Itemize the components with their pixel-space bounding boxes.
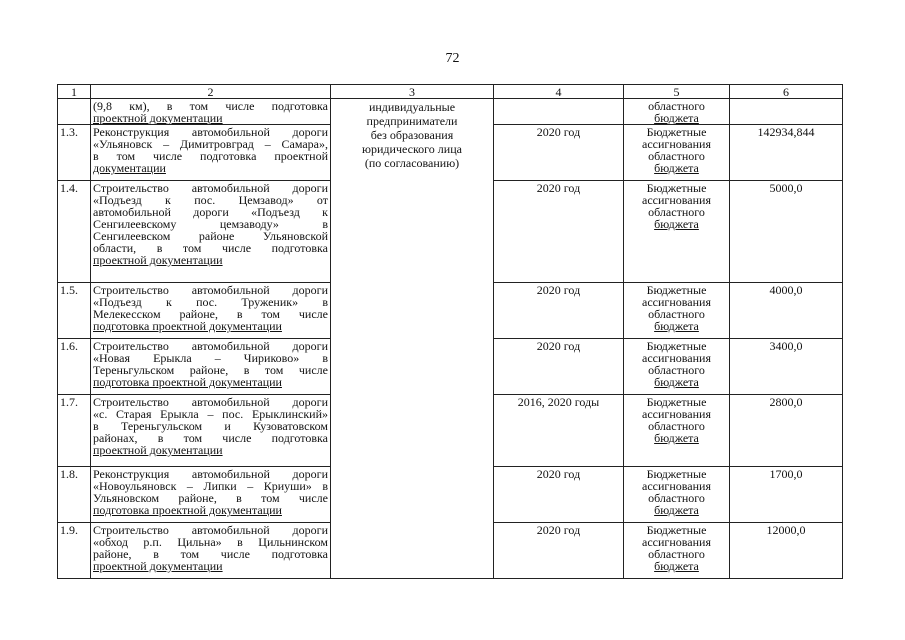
measure-name-line: подготовка проектной документации — [93, 319, 282, 333]
funding-source-line: областного — [648, 363, 705, 377]
term-cell: 2020 год — [494, 523, 624, 579]
measure-name-line: проектной документации — [93, 559, 223, 573]
funding-source-line: Бюджетные — [646, 523, 707, 537]
row-number: 1.6. — [58, 339, 91, 395]
funding-source-line: бюджета — [654, 319, 699, 333]
term-cell: 2016, 2020 годы — [494, 395, 624, 467]
measure-name — [91, 125, 331, 181]
funding-source-line: Бюджетные — [646, 125, 707, 139]
measure-name — [91, 467, 331, 523]
funding-source-cell — [624, 523, 730, 579]
funding-source-line: бюджета — [654, 375, 699, 389]
header-row — [58, 85, 843, 99]
table-row — [58, 99, 843, 125]
measure-name-line: (9,8 км), в том числе подготовка — [93, 99, 328, 113]
measure-name-line: Тереньгульском районе, в том числе — [93, 363, 328, 377]
header-col-5: 5 — [624, 85, 730, 99]
funding-source-line: областного — [648, 547, 705, 561]
measure-name-line: Строительство автомобильной дороги — [93, 283, 328, 297]
measure-name-line: Строительство автомобильной дороги — [93, 339, 328, 353]
measure-name-line: области, в том числе подготовка — [93, 241, 328, 255]
funding-source-line: ассигнования — [642, 351, 711, 365]
measure-name — [91, 339, 331, 395]
funding-source-line: бюджета — [654, 217, 699, 231]
term-cell: 2020 год — [494, 467, 624, 523]
term-cell: 2020 год — [494, 283, 624, 339]
row-number: 1.3. — [58, 125, 91, 181]
funding-source-line: областного — [648, 149, 705, 163]
amount-cell: 2800,0 — [730, 395, 843, 467]
funding-source-line: Бюджетные — [646, 283, 707, 297]
funding-source-line: областного — [648, 205, 705, 219]
funding-source-line: ассигнования — [642, 407, 711, 421]
funding-source-cell — [624, 99, 730, 125]
page-number: 72 — [445, 51, 460, 66]
measure-name-line: проектной документации — [93, 443, 223, 457]
executor-line: без образования — [370, 128, 454, 142]
measure-name-line: подготовка проектной документации — [93, 375, 282, 389]
funding-source-line: областного — [648, 307, 705, 321]
term-cell: 2020 год — [494, 339, 624, 395]
measure-name-line: «Новая Ерыкла – Чириково» в — [93, 351, 328, 365]
amount-cell: 12000,0 — [730, 523, 843, 579]
measure-name-line: «Подъезд к пос. Труженик» в — [93, 295, 328, 309]
amount-cell: 3400,0 — [730, 339, 843, 395]
funding-source-cell — [624, 125, 730, 181]
funding-source-line: областного — [648, 99, 705, 113]
funding-source-line: бюджета — [654, 161, 699, 175]
executor-line: юридического лица — [362, 142, 462, 156]
measure-name — [91, 181, 331, 283]
funding-source-line: ассигнования — [642, 137, 711, 151]
funding-source-line: бюджета — [654, 503, 699, 517]
measure-name — [91, 99, 331, 125]
funding-source-cell — [624, 467, 730, 523]
funding-source-line: Бюджетные — [646, 395, 707, 409]
measure-name-line: Сенгилеевском районе Ульяновской — [93, 229, 328, 243]
measure-name-line: Сенгилеевскому цемзаводу» в — [93, 217, 328, 231]
row-number: 1.8. — [58, 467, 91, 523]
measure-name-line: «Ульяновск – Димитровград – Самара», — [93, 137, 328, 151]
row-number: 1.5. — [58, 283, 91, 339]
row-number: 1.9. — [58, 523, 91, 579]
funding-source-line: областного — [648, 419, 705, 433]
term-cell: 2020 год — [494, 125, 624, 181]
measure-name-line: Мелекесском районе, в том числе — [93, 307, 328, 321]
term-cell: 2020 год — [494, 181, 624, 283]
funding-source-line: областного — [648, 491, 705, 505]
funding-source-line: ассигнования — [642, 479, 711, 493]
row-number — [58, 99, 91, 125]
measure-name-line: «Подъезд к пос. Цемзавод» от — [93, 193, 328, 207]
executor-cell — [331, 99, 494, 579]
measure-name-line: «с. Старая Ерыкла – пос. Ерыклинский» — [93, 407, 328, 421]
funding-source-line: Бюджетные — [646, 339, 707, 353]
executor-line: (по согласованию) — [364, 156, 460, 170]
measure-name-line: Строительство автомобильной дороги — [93, 523, 328, 537]
funding-source-line: ассигнования — [642, 295, 711, 309]
funding-source-line: бюджета — [654, 559, 699, 573]
measure-name-line: автомобильной дороги «Подъезд к — [93, 205, 328, 219]
measure-name-line: подготовка проектной документации — [93, 503, 282, 517]
funding-source-cell — [624, 181, 730, 283]
funding-source-cell — [624, 339, 730, 395]
header-col-3: 3 — [331, 85, 494, 99]
measure-name-line: проектной документации — [93, 111, 223, 125]
row-number: 1.4. — [58, 181, 91, 283]
measure-name-line: в том числе подготовка проектной — [93, 149, 328, 163]
amount-cell: 5000,0 — [730, 181, 843, 283]
funding-source-line: Бюджетные — [646, 467, 707, 481]
amount-cell: 1700,0 — [730, 467, 843, 523]
amount-cell — [730, 99, 843, 125]
measure-name-line: Реконструкция автомобильной дороги — [93, 467, 328, 481]
measure-name — [91, 523, 331, 579]
header-col-1: 1 — [58, 85, 91, 99]
executor-line: предприниматели — [366, 114, 458, 128]
funding-source-line: ассигнования — [642, 535, 711, 549]
program-table — [57, 84, 843, 579]
measure-name — [91, 283, 331, 339]
funding-source-line: ассигнования — [642, 193, 711, 207]
term-cell — [494, 99, 624, 125]
funding-source-cell — [624, 395, 730, 467]
funding-source-cell — [624, 283, 730, 339]
funding-source-line: бюджета — [654, 431, 699, 445]
amount-cell: 142934,844 — [730, 125, 843, 181]
measure-name-line: Строительство автомобильной дороги — [93, 395, 328, 409]
measure-name-line: Ульяновском районе, в том числе — [93, 491, 328, 505]
header-col-6: 6 — [730, 85, 843, 99]
header-col-2: 2 — [91, 85, 331, 99]
funding-source-line: Бюджетные — [646, 181, 707, 195]
measure-name-line: «обход р.п. Цильна» в Цильнинском — [93, 535, 328, 549]
measure-name-line: проектной документации — [93, 253, 223, 267]
measure-name-line: Реконструкция автомобильной дороги — [93, 125, 328, 139]
measure-name-line: районе, в том числе подготовка — [93, 547, 328, 561]
measure-name-line: «Новоульяновск – Липки – Криуши» в — [93, 479, 328, 493]
header-col-4: 4 — [494, 85, 624, 99]
measure-name-line: Строительство автомобильной дороги — [93, 181, 328, 195]
measure-name — [91, 395, 331, 467]
measure-name-line: документации — [93, 161, 166, 175]
funding-source-line: бюджета — [654, 111, 699, 125]
measure-name-line: районах, в том числе подготовка — [93, 431, 328, 445]
row-number: 1.7. — [58, 395, 91, 467]
measure-name-line: в Тереньгульском и Кузоватовском — [93, 419, 328, 433]
amount-cell: 4000,0 — [730, 283, 843, 339]
executor-line: индивидуальные — [368, 100, 456, 114]
